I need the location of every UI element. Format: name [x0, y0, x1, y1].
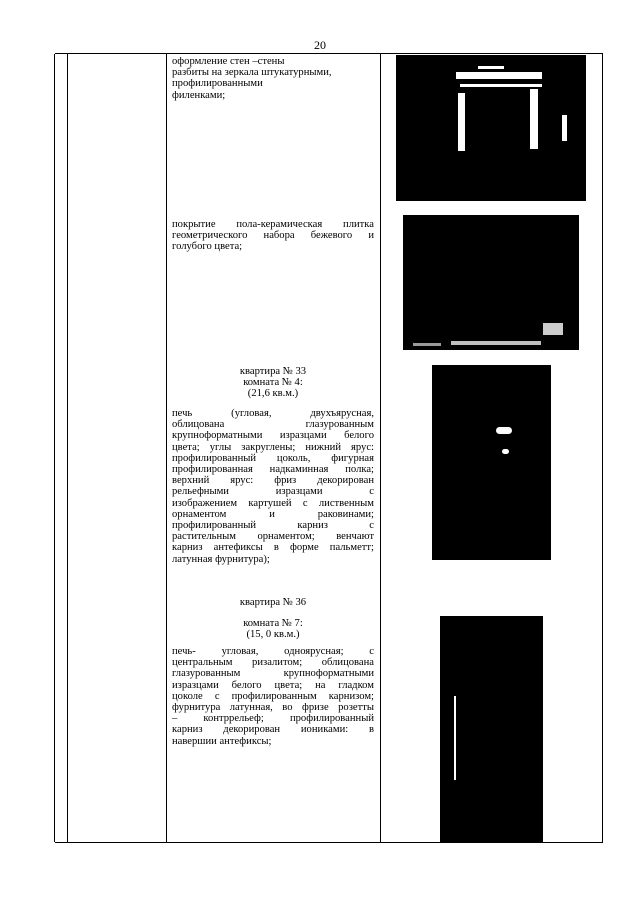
photo-highlight: [543, 323, 563, 335]
stove-line: карниз антефиксы в форме пальметт;: [172, 542, 374, 554]
apartment-title: квартира № 33: [239, 366, 307, 377]
stove-line: изразцами белого цвета; на гладком: [172, 679, 374, 691]
photo-highlight: [413, 343, 441, 346]
photo-highlight: [454, 696, 456, 780]
page-number: 20: [314, 38, 326, 52]
photo-highlight: [460, 84, 542, 87]
stove-33-photo: [432, 365, 551, 560]
stove-line: цоколе с профилированным карнизом;: [172, 690, 374, 702]
floor-line: голубого цвета;: [172, 241, 243, 253]
stove-line: цвета; углы закруглены; нижний ярус:: [172, 441, 374, 453]
apartment-title: квартира № 36: [239, 597, 307, 608]
stove-line: глазурованным крупноформатными: [172, 668, 374, 680]
stove-line: карниз декорирован иониками: в: [172, 724, 374, 736]
stove-line: печь- угловая, одноярусная; с: [172, 646, 374, 657]
stove-line: печь (угловая, двухъярусная,: [172, 408, 374, 419]
stove-line: навершии антефиксы;: [172, 735, 272, 747]
stove-line: рельефными изразцами с: [172, 486, 374, 498]
floor-photo: [403, 215, 579, 350]
stove-line: орнаментом и раковинами;: [172, 508, 374, 520]
stove-line: центральным ризалитом; облицована: [172, 657, 374, 669]
photo-highlight: [458, 93, 465, 151]
stove-line: профилированная надкаминная полка;: [172, 464, 374, 476]
room-area: (15, 0 кв.м.): [246, 629, 300, 641]
stove-line: профилированный карниз с: [172, 520, 374, 532]
column-divider-1: [67, 54, 68, 842]
floor-line: покрытие пола-керамическая плитка: [172, 219, 374, 230]
stove-line: фурнитура латунная, во фризе розетты: [172, 702, 374, 714]
column-divider-3: [380, 54, 381, 842]
photo-highlight: [562, 115, 567, 141]
walls-line: разбиты на зеркала штукатурными,: [172, 67, 332, 79]
floor-line: геометрического набора бежевого и: [172, 230, 374, 242]
apartment-36-stove-description: [172, 646, 374, 747]
stove-line: облицована глазурованным: [172, 419, 374, 431]
walls-line: филенками;: [172, 89, 226, 101]
column-divider-2: [166, 54, 167, 842]
apartment-36-title: [172, 597, 374, 608]
floor-description: [172, 219, 374, 253]
room-area: (21,6 кв.м.): [247, 388, 299, 400]
stove-36-photo: [440, 616, 543, 842]
room-title: комната № 4:: [243, 377, 303, 389]
apartment-36-heading: [172, 618, 374, 640]
photo-highlight: [496, 427, 512, 434]
stove-line: растительным орнаментом; венчают: [172, 531, 374, 543]
walls-photo: [396, 55, 586, 201]
stove-line: латунная фурнитура);: [172, 553, 270, 565]
apartment-33-heading: [172, 366, 374, 400]
stove-line: изображением картушей с лиственным: [172, 497, 374, 509]
photo-highlight: [451, 341, 541, 345]
walls-line: оформление стен –стены: [172, 56, 285, 67]
stove-line: крупноформатными изразцами белого: [172, 430, 374, 442]
photo-highlight: [502, 449, 509, 454]
table-border-left: [54, 54, 55, 842]
walls-line: профилированными: [172, 78, 263, 90]
photo-highlight: [530, 89, 538, 149]
photo-highlight: [456, 72, 542, 79]
walls-description: [172, 56, 374, 101]
table-border-right: [602, 54, 603, 842]
apartment-33-stove-description: [172, 408, 374, 565]
stove-line: профилированный цоколь, фигурная: [172, 452, 374, 464]
stove-line: – контррельеф; профилированный: [172, 713, 374, 725]
photo-highlight: [478, 66, 504, 69]
room-title: комната № 7:: [243, 618, 303, 629]
stove-line: верхний ярус: фриз декорирован: [172, 475, 374, 487]
